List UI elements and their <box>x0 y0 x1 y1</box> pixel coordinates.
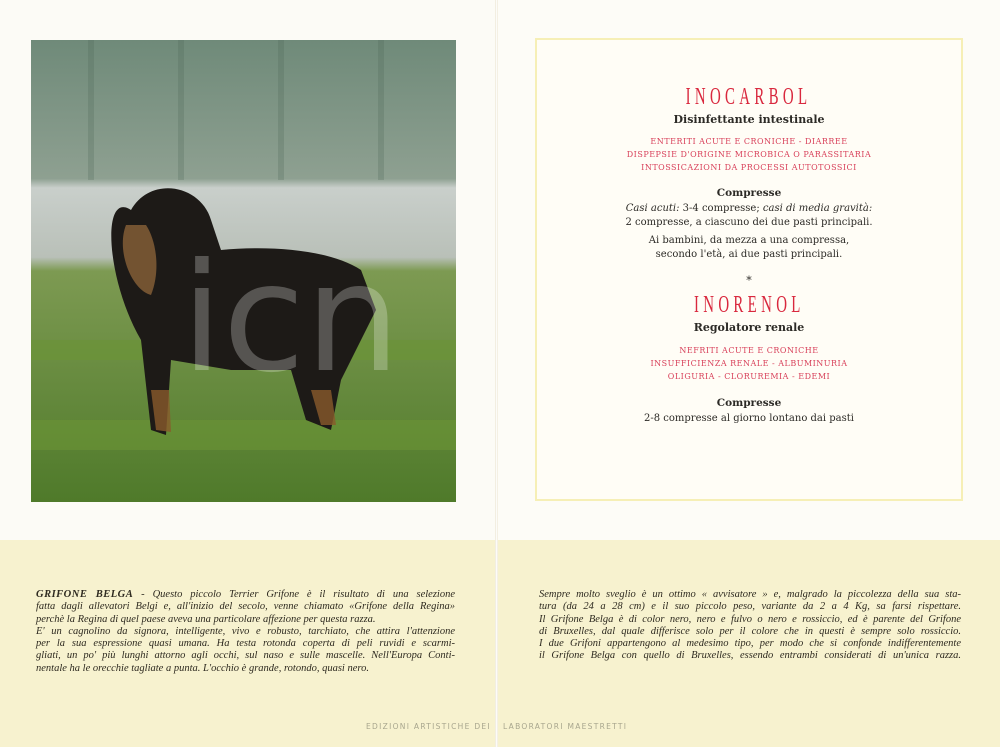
caption-line: il Grifone Belga con quello di Bruxelles, essendo entrambi considerati di un'unica razza. <box>539 650 961 662</box>
caption-line: I due Grifoni appartengono al medesimo tipo, per modo che si confonde indifferentemente <box>539 638 961 650</box>
indication: ENTERITI ACUTE E CRONICHE - DIARREE <box>650 137 848 146</box>
product-form: Compresse <box>716 397 782 409</box>
dosage: 2-8 compresse al giorno lontano dai pasti <box>644 413 854 424</box>
caption-line: E' un cagnolino da signora, intelligente, vivo e robusto, tarchiato, che attira l'attenzione <box>36 625 455 637</box>
separator-star: * <box>746 274 752 287</box>
product-name: INORENOL <box>693 292 805 318</box>
dosage-children: secondo l'età, ai due pasti principali. <box>655 249 843 260</box>
footer-left: EDIZIONI ARTISTICHE DEI <box>366 722 491 731</box>
dosage-children: Ai bambini, da mezza a una compressa, <box>648 235 850 246</box>
caption-line: gliati, un po' più lunghi attorno agli occhi, sul naso e sulle mascelle. Nell'Europa Conti- <box>36 650 455 662</box>
dosage: Casi acuti: 3-4 compresse; casi di media gravità: <box>625 203 873 214</box>
indication: INTOSSICAZIONI DA PROCESSI AUTOTOSSICI <box>641 163 857 172</box>
footer-right: LABORATORI MAESTRETTI <box>503 722 628 731</box>
watermark: icn <box>181 232 401 406</box>
caption-line: per la sua espressione quasi umana. Ha testa rotonda coperta di peli ruvidi e scarmi- <box>36 638 455 650</box>
product-form: Compresse <box>716 187 782 199</box>
caption-line: nentale ha le orecchie tagliate a punta. L'occhio è grande, rotondo, quasi nero. <box>36 662 369 674</box>
left-page <box>0 0 496 747</box>
caption-line: Il Grifone Belga è di color nero, nero e fulvo o nero e rossiccio, ed è parente del Grifone <box>539 613 961 625</box>
indication: INSUFFICIENZA RENALE - ALBUMINURIA <box>650 359 848 368</box>
left-caption: GRIFONE BELGA - Questo piccolo Terrier Grifone è il risultato di una selezione fatta dagli allevatori Belgi e, all'inizio del secolo, venne chiamato «Grifone della Regina» perchè la Regina di quel paese aveva una particolare affezione per questa razza. E' un cagnolino da signora, intelligente, vivo e robusto, tarchiato, che attira l'attenzione per la sua espressione quasi umana. Ha testa rotonda coperta di peli ruvidi e scarmi- gliati, un po' più lunghi attorno agli occhi, sul naso e sulle mascelle. Nell'Europa Conti- nentale ha le orecchie tagliate a punta. L'occhio è grande, rotondo, quasi nero. <box>36 589 455 674</box>
product-subtitle: Regolatore renale <box>693 321 805 334</box>
product-subtitle: Disinfettante intestinale <box>673 113 825 126</box>
right-caption <box>539 589 961 663</box>
caption-line: perchè la Regina di quel paese aveva una particolare affezione per questa razza. <box>36 613 376 625</box>
caption-line: tura (da 24 a 28 cm) e il suo piccolo peso, variante da 2 a 4 Kg, sa farsi rispettare. <box>539 601 961 613</box>
caption-line: di Bruxelles, dal quale differisce solo per il colore che in questi è sempre solo rossiccio. <box>539 625 961 637</box>
dog-photo <box>31 40 456 502</box>
page-fold <box>495 0 498 747</box>
product-name: INOCARBOL <box>686 84 812 110</box>
indication: DISPEPSIE D'ORIGINE MICROBICA O PARASSITARIA <box>626 150 872 159</box>
caption-line: fatta dagli allevatori Belgi e, all'inizio del secolo, venne chiamato «Grifone della Regina» <box>36 601 455 613</box>
dosage: 2 compresse, a ciascuno dei due pasti principali. <box>625 217 873 228</box>
product-box <box>535 38 963 501</box>
indication: NEFRITI ACUTE E CRONICHE <box>679 346 819 355</box>
indication: OLIGURIA - CLORUREMIA - EDEMI <box>667 372 831 381</box>
caption-title: GRIFONE BELGA <box>36 589 134 600</box>
caption-line: Sempre molto sveglio è un ottimo « avvisatore » e, malgrado la piccolezza della sua sta- <box>539 589 961 600</box>
